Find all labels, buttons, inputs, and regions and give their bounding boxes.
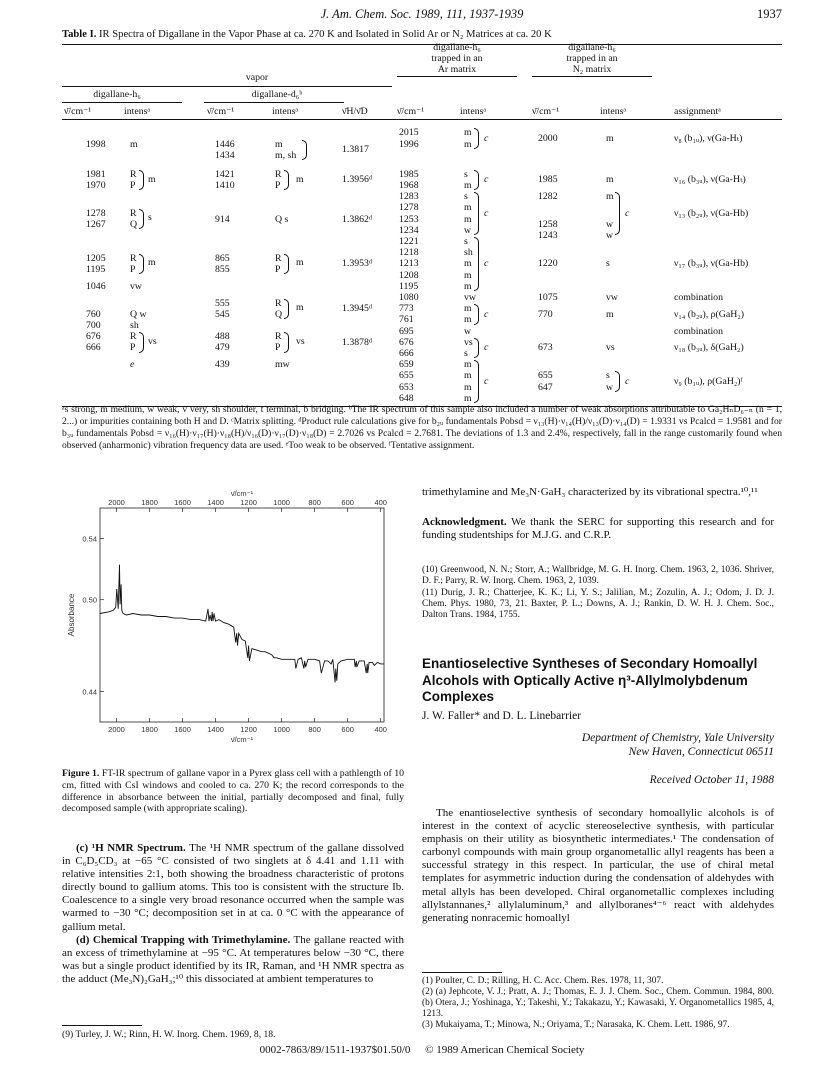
journal-citation: J. Am. Chem. Soc. 1989, 111, 1937-1939 — [320, 7, 524, 21]
h6-brace-label: s — [148, 212, 152, 224]
n2-intens-cell: w — [606, 381, 614, 393]
d6-intens-cell: P — [275, 342, 281, 354]
ar-brace — [474, 237, 479, 291]
assignment-cell: ν₉ (b₁ᵤ), ρ(GaH₂)ᶠ — [674, 376, 743, 387]
x-axis-label-top: ν̄/cm⁻¹ — [230, 489, 254, 498]
ar-intens-cell: sh — [464, 247, 473, 259]
header-intens-ar: intensᵃ — [460, 106, 487, 117]
n2-intens-cell: s — [606, 370, 610, 382]
y-tick-label: 0.50 — [82, 595, 97, 605]
ar-nu-cell: 1253 — [399, 213, 419, 225]
h6-nu-cell: 1267 — [86, 219, 106, 231]
ar-nu-cell: 1234 — [399, 224, 419, 236]
h6-nu-cell: 1998 — [86, 138, 106, 150]
n2-intens-cell: w — [606, 219, 614, 231]
d6-intens-cell: R — [275, 331, 282, 343]
x-tick-label-bottom: 1800 — [141, 725, 158, 734]
h6-brace — [139, 332, 144, 352]
ar-splitting-mark: c — [484, 308, 489, 320]
received-date: Received October 11, 1988 — [649, 774, 774, 786]
ar-nu-cell: 676 — [399, 336, 414, 348]
d6-nu-cell: 1410 — [215, 180, 235, 191]
n2-nu-cell: 673 — [538, 342, 553, 354]
ar-nu-cell: 1208 — [399, 269, 419, 281]
left-body-text — [62, 842, 404, 986]
ar-nu-cell: 1213 — [399, 258, 419, 270]
d6-nu-cell: 488 — [215, 331, 230, 343]
reference-9: (9) Turley, J. W.; Rinn, H. W. Inorg. Chem. 1969, 8, 18. — [62, 1029, 276, 1040]
y-axis-label: Absorbance — [67, 593, 76, 637]
ir-spectrum-chart — [62, 486, 404, 758]
assignment-cell: ν₈ (b₁ᵤ), ν(Ga-Hₜ) — [674, 132, 743, 144]
assignment-cell: ν₁₇ (b₃ᵤ), ν(Ga-Hb) — [674, 258, 749, 270]
ar-intens-cell: s — [464, 348, 468, 359]
ar-intens-cell: m — [464, 258, 472, 270]
article-authors: J. W. Faller* and D. L. Linebarrier — [422, 710, 582, 722]
assignment-cell: combination — [674, 292, 723, 303]
journal-code: 0002-7863/89/1511-1937$01.50/0 — [259, 1044, 411, 1056]
acknowledgment — [422, 516, 774, 542]
d6-nu-cell: 865 — [215, 252, 230, 264]
h6-intens-cell: Q w — [130, 308, 147, 320]
header-digallane-d6: digallane-d₆ᵇ — [251, 89, 303, 100]
d6-brace — [284, 299, 289, 319]
d6-intens-cell: R — [275, 297, 282, 309]
ar-nu-cell: 1221 — [399, 236, 419, 247]
table-caption-label: Table I. — [62, 29, 97, 40]
h6-nu-cell: 760 — [86, 308, 101, 320]
d6-nu-cell: 914 — [215, 213, 230, 225]
h6-nu-cell: 1970 — [86, 180, 106, 191]
x-tick-label-top: 1600 — [174, 498, 191, 507]
right-footnote-rule — [422, 972, 502, 973]
d6-nu-cell: 479 — [215, 342, 230, 354]
h6-brace-label: m — [148, 257, 156, 269]
ar-nu-cell: 666 — [399, 348, 414, 359]
ar-intens-cell: m — [464, 280, 472, 292]
ar-nu-cell: 1283 — [399, 191, 419, 203]
ratio-cell: 1.3945ᵈ — [342, 303, 372, 315]
n2-intens-cell: m — [606, 174, 614, 186]
h6-intens-cell: R — [130, 252, 137, 264]
article-title: Enantioselective Syntheses of Secondary Homoallyl Alcohols with Optically Active η³-Allylmolybdenum Complexes — [422, 656, 758, 704]
assignment-cell: ν₁₃ (b₂ᵤ), ν(Ga-Hb) — [674, 208, 749, 219]
d6-intens-cell: P — [275, 264, 281, 275]
ar-nu-cell: 761 — [399, 314, 414, 326]
d6-intens-cell: mw — [275, 359, 290, 371]
ar-brace — [474, 304, 479, 324]
n2-nu-cell: 1243 — [538, 230, 558, 242]
references-bottom — [422, 976, 774, 1031]
header-nu-d6: ν̄/cm⁻¹ — [207, 106, 235, 117]
h6-nu-cell: 1205 — [86, 252, 106, 264]
figure-caption — [62, 768, 404, 815]
acknowledgment-text: We thank the SERC for supporting this research and for funding studentships for M.J.G. and C.R.P. — [422, 516, 774, 542]
ar-intens-cell: s — [464, 191, 468, 203]
ar-nu-cell: 653 — [399, 381, 414, 393]
n2-nu-cell: 770 — [538, 308, 553, 320]
h6-intens-cell: R — [130, 331, 137, 343]
ratio-cell: 1.3956ᵈ — [342, 174, 372, 186]
x-tick-label-top: 1200 — [240, 498, 257, 507]
header-digallane-h6: digallane-h₆ — [93, 89, 141, 100]
ar-intens-cell: m — [464, 314, 472, 326]
n2-splitting-mark: c — [625, 208, 630, 219]
n2-brace — [615, 192, 620, 235]
n2-rule — [532, 76, 652, 77]
d6-intens-cell: P — [275, 180, 281, 191]
assignment-cell: combination — [674, 325, 723, 337]
n2-nu-cell: 1258 — [538, 219, 558, 231]
h6-intens-cell: P — [130, 264, 136, 275]
ar-brace — [474, 128, 479, 148]
header-vapor: vapor — [245, 72, 269, 83]
ar-splitting-mark: c — [484, 342, 489, 354]
x-tick-label-top: 600 — [341, 498, 354, 507]
d6-brace-label: m — [296, 302, 304, 314]
x-tick-label-bottom: 1600 — [174, 725, 191, 734]
h6-intens-cell: Q — [130, 219, 138, 231]
ar-intens-cell: w — [464, 325, 472, 337]
header-intens-d6: intensᵃ — [272, 106, 299, 117]
d6-brace — [302, 140, 307, 160]
y-tick-label: 0.44 — [82, 687, 97, 697]
page-number: 1937 — [757, 7, 782, 21]
affiliation-line-1: Department of Chemistry, Yale University — [581, 732, 774, 744]
h6-brace — [139, 254, 144, 274]
article-body: The enantioselective synthesis of secondary homoallylic alcohols is of interest in the context of acyclic stereoselective synthesis, with particular emphasis on their utility as biosynthetic intermediates.¹ The condensation of carbonyl compounds with main group organometallic allyl reagents has been a successful strategy in this respect. In particular, the use of chiral metal templates for asymmetric induction during the condensation of aldehydes with metal allyls has been developed. Chiral organometallic complexes including allylstannanes,² allylaluminum,³ and allylboranes⁴⁻⁶ react with aldehydes generating nonracemic homoallyl — [422, 807, 774, 924]
n2-nu-cell: 647 — [538, 381, 553, 393]
reference-3: (3) Mukaiyama, T.; Minowa, N.; Oriyama, T.; Narasaka, K. Chem. Lett. 1986, 97. — [422, 1020, 730, 1030]
n2-intens-cell: vs — [606, 342, 615, 354]
x-tick-label-bottom: 1000 — [273, 725, 290, 734]
h6-intens-cell: P — [130, 342, 136, 354]
h6-brace — [139, 170, 144, 190]
x-tick-label-bottom: 400 — [374, 725, 387, 734]
reference-11: (11) Durig, J. R.; Chatterjee, K. K.; Li, Y. S.; Jalilian, M.; Zozulin, A. J.; Odom, J. D. J. Chem. Phys. 1980, 73, 21. Baxter, P. L.; Downs, A. J.; Rankin, D. W. H. J. Chem. Soc., Dalton Trans. 1984, 1755. — [422, 588, 774, 620]
affiliation-line-2: New Haven, Connecticut 06511 — [628, 746, 774, 758]
ar-nu-cell: 659 — [399, 359, 414, 371]
ar-splitting-mark: c — [484, 376, 489, 387]
header-n2-line3: N₂ matrix — [572, 64, 612, 75]
x-tick-label-bottom: 600 — [341, 725, 354, 734]
ar-splitting-mark: c — [484, 258, 489, 270]
ar-intens-cell: m — [464, 381, 472, 393]
d6-nu-cell: 545 — [215, 308, 230, 320]
h6-nu-cell: 676 — [86, 331, 101, 343]
n2-intens-cell: m — [606, 191, 614, 203]
header-ar-line1: digallane-h₆ — [433, 42, 481, 53]
x-tick-label-top: 2000 — [108, 498, 125, 507]
h6-nu-cell: 1981 — [86, 168, 106, 180]
ir-spectra-table — [62, 42, 782, 424]
d6-brace — [284, 254, 289, 274]
references-top — [422, 565, 774, 622]
ar-nu-cell: 655 — [399, 370, 414, 382]
header-nu-ar: ν̄/cm⁻¹ — [397, 106, 425, 117]
ar-intens-cell: vs — [464, 336, 473, 348]
assignment-cell: ν₁₈ (b₃ᵤ), δ(GaH₂) — [674, 342, 744, 354]
section-c-heading: (c) ¹H NMR Spectrum. — [76, 842, 186, 854]
ar-intens-cell: m — [464, 370, 472, 382]
spectrum-line — [100, 565, 384, 683]
d6-intens-cell: m, sh — [275, 149, 297, 161]
left-footnote-rule — [62, 1025, 142, 1026]
ratio-cell: 1.3862ᵈ — [342, 213, 372, 225]
ar-brace — [474, 338, 479, 358]
vapor-rule — [62, 86, 392, 87]
section-c-paragraph — [62, 842, 404, 934]
n2-nu-cell: 2000 — [538, 132, 558, 144]
section-c-text: The ¹H NMR spectrum of the gallane dissolved in C₆D₅CD₃ at −65 °C consisted of two singlets at δ 4.41 and 1.11 with relative intensities 2:1, both showing the broadness characteristic of protons directly bound to gallium atoms. This too is consistent with the structure Ib. Coalescence to a single very broad resonance occurred when the sample was warmed to −30 °C; decomposition set in at ca. 0 °C with the appearance of gallium metal. — [62, 842, 404, 933]
d6-nu-cell: 855 — [215, 264, 230, 275]
article-affiliation — [422, 731, 774, 759]
ar-nu-cell: 2015 — [399, 127, 419, 139]
table-footnotes: ᵃs strong, m medium, w weak, v very, sh shoulder, t terminal, b bridging. ᵇThe IR spectrum of this sample also included a number of weak absorptions attributable to Ga₂HₙD₆₋ₙ (n = 1, 2...) or impurities containing both H and D. ᶜMatrix splitting. ᵈProduct rule calculations give for b₂ᵤ fundamentals Pobsd = ν₁₃(H)·ν₁₄(H)/ν₁₃(D)·ν₁₄(D) = 1.9331 vs Pcalcd = 1.9581 and for b₃ᵤ fundamentals Pobsd = ν₁₆(H)·ν₁₇(H)·ν₁₈(H)/ν₁₆(D)·ν₁₇(D)·ν₁₈(D) = 2.7026 vs Pcalcd = 2.7681. The deviations of 1.3 and 2.4%, respectively, fall in the range customarily found when observed (anharmonic) vibration frequency data are used. ᵉToo weak to be observed. ᶠTentative assignment. — [62, 404, 782, 451]
n2-intens-cell: w — [606, 230, 614, 242]
d6-nu-cell: 1421 — [215, 168, 235, 180]
ar-nu-cell: 1195 — [399, 280, 419, 292]
header-ar-line3: Ar matrix — [437, 64, 477, 75]
x-tick-label-bottom: 1400 — [207, 725, 224, 734]
ar-intens-cell: s — [464, 168, 468, 180]
n2-intens-cell: m — [606, 132, 614, 144]
d6-intens-cell: R — [275, 252, 282, 264]
ratio-cell: 1.3878ᵈ — [342, 336, 372, 348]
y-tick-label: 0.54 — [82, 534, 97, 544]
header-n2-line2: trapped in an — [566, 53, 618, 64]
ratio-cell: 1.3953ᵈ — [342, 258, 372, 270]
d6-nu-cell: 439 — [215, 359, 230, 371]
section-d-text: The gallane reacted with an excess of trimethylamine at −95 °C. At temperatures below −30 °C, there was but a single product identified by its IR, Raman, and ¹H NMR spectra as the adduct (Me₃N)₂GaH₃;¹⁰ this dissociated at ambient temperatures to — [62, 933, 404, 985]
h6-nu-cell: 666 — [86, 342, 101, 354]
header-n2-line1: digallane-h₆ — [568, 42, 616, 53]
x-tick-label-bottom: 800 — [308, 725, 321, 734]
ar-splitting-mark: c — [484, 132, 489, 144]
ar-intens-cell: m — [464, 127, 472, 139]
figure-1 — [62, 486, 404, 758]
ar-intens-cell: s — [464, 236, 468, 247]
ar-intens-cell: vw — [464, 292, 476, 303]
ar-intens-cell: m — [464, 269, 472, 281]
ar-intens-cell: w — [464, 224, 472, 236]
x-axis-label-bottom: ν̄/cm⁻¹ — [230, 735, 254, 744]
n2-nu-cell: 1075 — [538, 292, 558, 303]
n2-intens-cell: vw — [606, 292, 618, 303]
continuation-text: trimethylamine and Me₃N·GaH₃ characterized by its vibrational spectra.¹⁰,¹¹ — [422, 486, 758, 498]
h6-brace-label: m — [148, 174, 156, 186]
n2-splitting-mark: c — [625, 376, 630, 387]
d6-rule — [204, 102, 344, 103]
ar-intens-cell: m — [464, 392, 472, 404]
ar-intens-cell: m — [464, 303, 472, 315]
assignment-cell: ν₁₄ (b₂ᵤ), ρ(GaH₂) — [674, 308, 744, 320]
header-intens-n2: intensᵃ — [600, 106, 627, 117]
header-bottom-rule — [62, 119, 782, 120]
x-tick-label-top: 1000 — [273, 498, 290, 507]
ar-intens-cell: m — [464, 180, 472, 191]
x-tick-label-top: 1800 — [141, 498, 158, 507]
ar-nu-cell: 1985 — [399, 168, 419, 180]
running-header — [62, 7, 782, 23]
h6-intens-cell: R — [130, 208, 137, 219]
ar-brace — [474, 170, 479, 190]
d6-brace — [284, 332, 289, 352]
figure-caption-text: FT-IR spectrum of gallane vapor in a Pyrex glass cell with a pathlength of 10 cm, fitted with CsI windows and cooled to ca. 270 K; the record corresponds to the difference in absorbance between the initial, partially decomposed and final, fully decomposed sample (with appropriate scaling). — [62, 768, 405, 815]
section-d-heading: (d) Chemical Trapping with Trimethylamine. — [76, 933, 291, 946]
ratio-cell: 1.3817 — [342, 144, 369, 156]
x-tick-label-top: 800 — [308, 498, 321, 507]
n2-nu-cell: 1985 — [538, 174, 558, 186]
h6-brace — [139, 209, 144, 229]
h6-rule — [62, 102, 182, 103]
ar-nu-cell: 1968 — [399, 180, 419, 191]
h6-intens-cell: vw — [130, 280, 142, 292]
ar-intens-cell: m — [464, 359, 472, 371]
d6-intens-cell: m — [275, 138, 283, 150]
h6-intens-cell: e — [130, 359, 135, 371]
ar-intens-cell: m — [464, 138, 472, 150]
h6-nu-cell: 1195 — [86, 264, 106, 275]
ar-brace — [474, 360, 479, 403]
x-tick-label-top: 1400 — [207, 498, 224, 507]
reference-1: (1) Poulter, C. D.; Rilling, H. C. Acc. Chem. Res. 1978, 11, 307. — [422, 976, 664, 986]
table-caption — [62, 28, 782, 41]
ar-rule — [397, 76, 517, 77]
n2-nu-cell: 655 — [538, 370, 553, 382]
reference-10: (10) Greenwood, N. N.; Storr, A.; Wallbridge, M. G. H. Inorg. Chem. 1963, 2, 1036. Shriver, D. F.; Parry, R. W. Inorg. Chem. 1963, 2, 1039. — [422, 565, 774, 586]
header-nu-n2: ν̄/cm⁻¹ — [532, 106, 560, 117]
ar-nu-cell: 1218 — [399, 247, 419, 259]
h6-intens-cell: m — [130, 138, 138, 150]
x-tick-label-bottom: 2000 — [108, 725, 125, 734]
h6-nu-cell: 700 — [86, 320, 101, 331]
figure-caption-label: Figure 1. — [62, 768, 100, 779]
h6-intens-cell: sh — [130, 320, 139, 331]
page-footer — [62, 1044, 782, 1056]
d6-brace-label: m — [296, 174, 304, 186]
ar-nu-cell: 648 — [399, 392, 414, 404]
n2-nu-cell: 1282 — [538, 191, 558, 203]
ar-nu-cell: 1080 — [399, 292, 419, 303]
header-intens-h6: intensᵃ — [124, 106, 151, 117]
d6-brace-label: m — [296, 257, 304, 269]
d6-intens-cell: R — [275, 168, 282, 180]
assignment-cell: ν₁₆ (b₃ᵤ), ν(Ga-Hₜ) — [674, 174, 746, 186]
x-tick-label-bottom: 1200 — [240, 725, 257, 734]
copyright: © 1989 American Chemical Society — [425, 1044, 585, 1056]
n2-intens-cell: s — [606, 258, 610, 270]
acknowledgment-label: Acknowledgment. — [422, 516, 507, 528]
n2-intens-cell: m — [606, 308, 614, 320]
x-tick-label-top: 400 — [374, 498, 387, 507]
d6-nu-cell: 1446 — [215, 138, 235, 150]
ar-splitting-mark: c — [484, 208, 489, 219]
reference-2: (2) (a) Jephcote, V. J.; Pratt, A. J.; Thomas, E. J. J. Chem. Soc., Chem. Commun. 1984, 800. (b) Otera, J.; Yoshinaga, Y.; Takeshi, Y.; Takakazu, Y.; Kawasaki, Y. Organometallics 1985, 4, 1213. — [422, 987, 774, 1019]
n2-nu-cell: 1220 — [538, 258, 558, 270]
header-ratio: ν̄H/ν̄D — [342, 106, 368, 117]
ar-splitting-mark: c — [484, 174, 489, 186]
ar-nu-cell: 773 — [399, 303, 414, 315]
header-assignment: assignmentᵃ — [674, 106, 721, 117]
header-nu-h6: ν̄/cm⁻¹ — [64, 106, 92, 117]
table-caption-text: IR Spectra of Digallane in the Vapor Phase at ca. 270 K and Isolated in Solid Ar or N₂ Matrices at ca. 20 K — [99, 29, 552, 40]
d6-intens-cell: Q s — [275, 213, 289, 225]
h6-nu-cell: 1278 — [86, 208, 106, 219]
section-d-paragraph — [62, 934, 404, 986]
h6-nu-cell: 1046 — [86, 280, 106, 292]
h6-brace-label: vs — [148, 335, 157, 347]
d6-intens-cell: Q — [275, 308, 283, 320]
ar-nu-cell: 695 — [399, 325, 414, 337]
n2-brace — [615, 371, 620, 391]
h6-intens-cell: P — [130, 180, 136, 191]
h6-intens-cell: R — [130, 168, 137, 180]
d6-nu-cell: 1434 — [215, 149, 235, 161]
ar-nu-cell: 1278 — [399, 202, 419, 214]
d6-brace — [284, 170, 289, 190]
header-ar-line2: trapped in an — [431, 53, 483, 64]
ar-nu-cell: 1996 — [399, 138, 419, 150]
ar-brace — [474, 192, 479, 235]
d6-nu-cell: 555 — [215, 297, 230, 309]
ar-intens-cell: m — [464, 202, 472, 214]
ar-intens-cell: m — [464, 213, 472, 225]
d6-brace-label: vs — [296, 335, 305, 347]
